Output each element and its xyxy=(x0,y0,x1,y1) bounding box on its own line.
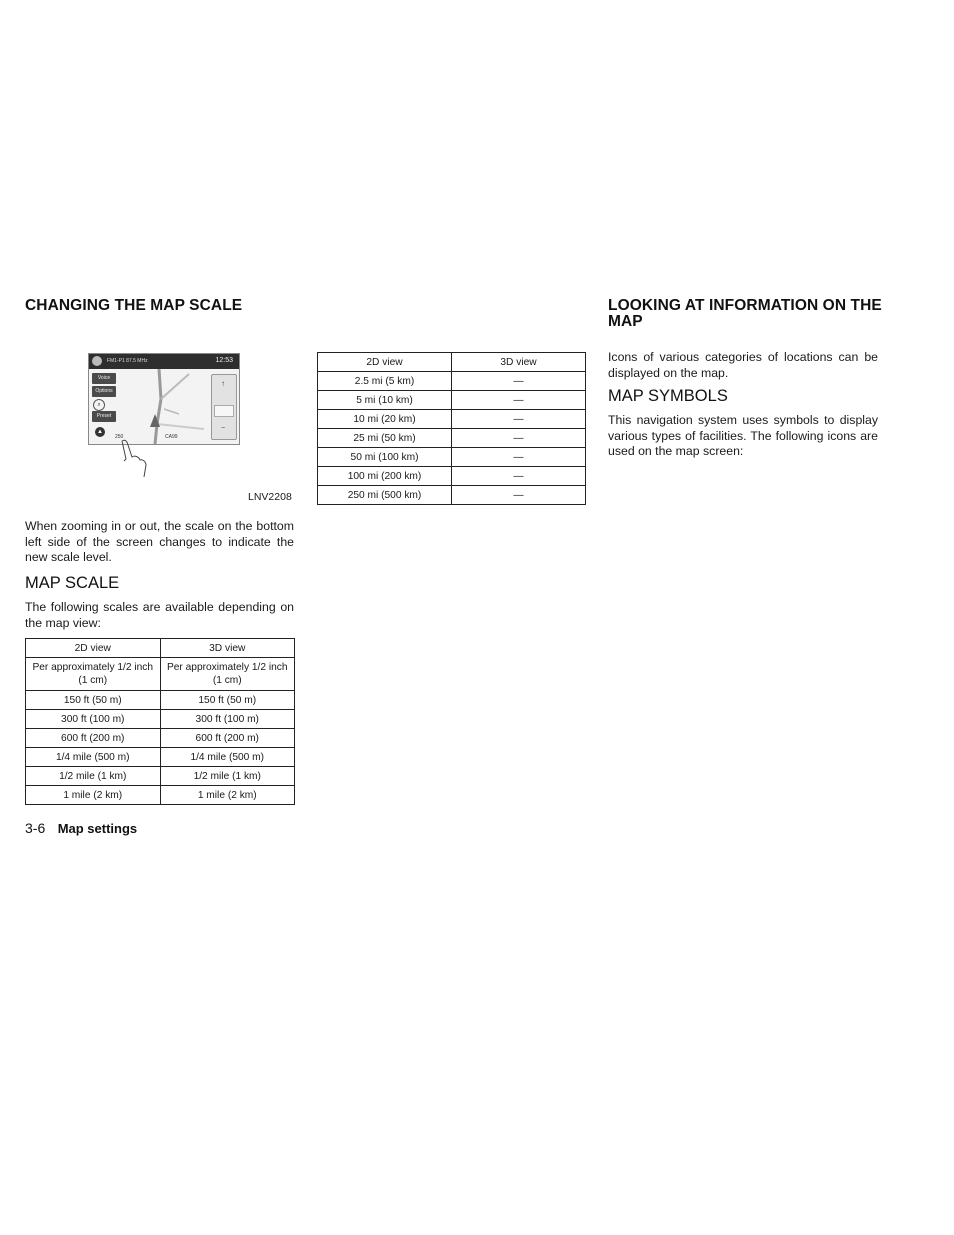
road-label: CA99 xyxy=(165,434,178,440)
preset-button[interactable]: Preset xyxy=(92,411,116,422)
options-button[interactable]: Options xyxy=(92,386,116,397)
nav-clock: 12:53 xyxy=(215,357,233,364)
table-header-3d: 3D view xyxy=(160,639,295,658)
footer-section-title: Map settings xyxy=(57,821,138,836)
table-cell-2d: Per approximately 1/2 inch (1 cm) xyxy=(26,658,161,691)
table-header-row xyxy=(318,353,586,372)
nav-status-bar xyxy=(89,354,239,369)
table-cell-3d: — xyxy=(452,410,586,429)
zoom-icon[interactable]: ⌕ xyxy=(93,399,105,411)
table-cell-3d: — xyxy=(452,448,586,467)
symbols-description: This navigation system uses symbols to display various types of facilities. The following icons are used on the map screen: xyxy=(608,413,878,458)
finger-pointer-icon xyxy=(116,439,150,479)
table-row xyxy=(318,467,586,486)
zoom-in-arrow-icon: ↑ xyxy=(221,379,225,388)
table-row xyxy=(26,658,295,691)
table-cell-3d: 150 ft (50 m) xyxy=(160,691,295,710)
table-cell-2d: 300 ft (100 m) xyxy=(26,710,161,729)
table-row xyxy=(318,410,586,429)
map-roads xyxy=(119,369,209,444)
zoom-out-icon: − xyxy=(221,425,226,432)
table-row xyxy=(26,710,295,729)
page-number: 3-6 xyxy=(25,820,46,836)
table-row xyxy=(318,372,586,391)
nav-screen xyxy=(88,353,240,445)
table-row xyxy=(26,691,295,710)
table-row xyxy=(26,786,295,805)
table-cell-2d: 1/2 mile (1 km) xyxy=(26,767,161,786)
table-cell-3d: 1/4 mile (500 m) xyxy=(160,748,295,767)
table-cell-3d: 600 ft (200 m) xyxy=(160,729,295,748)
nav-status-text: FM1-P1 87.5 MHz xyxy=(107,358,148,364)
compass-icon[interactable]: ▲ xyxy=(95,427,105,437)
table-row xyxy=(318,429,586,448)
table-row xyxy=(26,767,295,786)
nav-screen-figure xyxy=(88,353,240,479)
table-row xyxy=(318,448,586,467)
icons-description: Icons of various categories of locations can be displayed on the map. xyxy=(608,350,878,380)
table-cell-2d: 1 mile (2 km) xyxy=(26,786,161,805)
table-cell-2d: 50 mi (100 km) xyxy=(318,448,452,467)
table-cell-2d: 150 ft (50 m) xyxy=(26,691,161,710)
heading-line-1: LOOKING AT INFORMATION ON THE xyxy=(608,297,882,314)
table-cell-3d: 1 mile (2 km) xyxy=(160,786,295,805)
table-cell-3d: — xyxy=(452,429,586,448)
table-header-row xyxy=(26,639,295,658)
map-scale-table-2 xyxy=(317,352,586,505)
table-cell-2d: 1/4 mile (500 m) xyxy=(26,748,161,767)
table-row xyxy=(26,729,295,748)
table-row xyxy=(26,748,295,767)
section-heading-changing-map-scale: CHANGING THE MAP SCALE xyxy=(25,297,243,314)
heading-line-2: MAP xyxy=(608,313,643,330)
section-heading-looking-at-info xyxy=(608,298,888,330)
zoom-scale-box xyxy=(214,405,234,417)
table-header-2d: 2D view xyxy=(318,353,452,372)
table-cell-2d: 5 mi (10 km) xyxy=(318,391,452,410)
subheading-map-symbols: MAP SYMBOLS xyxy=(608,387,728,405)
map-scale-label: 250 xyxy=(115,434,124,440)
zoom-slider[interactable] xyxy=(211,374,237,440)
table-cell-2d: 250 mi (500 km) xyxy=(318,486,452,505)
voice-button[interactable]: Voice xyxy=(92,373,116,384)
table-cell-3d: — xyxy=(452,391,586,410)
table-cell-2d: 2.5 mi (5 km) xyxy=(318,372,452,391)
table-cell-3d: — xyxy=(452,486,586,505)
table-header-3d: 3D view xyxy=(452,353,586,372)
page-footer xyxy=(25,820,137,838)
table-cell-3d: Per approximately 1/2 inch (1 cm) xyxy=(160,658,295,691)
table-cell-2d: 10 mi (20 km) xyxy=(318,410,452,429)
figure-caption: LNV2208 xyxy=(248,491,292,503)
table-header-2d: 2D view xyxy=(26,639,161,658)
table-cell-2d: 600 ft (200 m) xyxy=(26,729,161,748)
table-cell-3d: 300 ft (100 m) xyxy=(160,710,295,729)
map-scale-table-1 xyxy=(25,638,295,805)
table-cell-3d: — xyxy=(452,467,586,486)
zoom-description: When zooming in or out, the scale on the bottom left side of the screen changes to indicate the new scale level. xyxy=(25,519,294,564)
table-row xyxy=(318,486,586,505)
table-row xyxy=(318,391,586,410)
audio-icon xyxy=(92,356,102,366)
table-cell-2d: 25 mi (50 km) xyxy=(318,429,452,448)
map-scale-intro: The following scales are available depending on the map view: xyxy=(25,600,294,630)
subheading-map-scale: MAP SCALE xyxy=(25,574,120,592)
table-cell-2d: 100 mi (200 km) xyxy=(318,467,452,486)
table-cell-3d: 1/2 mile (1 km) xyxy=(160,767,295,786)
table-cell-3d: — xyxy=(452,372,586,391)
